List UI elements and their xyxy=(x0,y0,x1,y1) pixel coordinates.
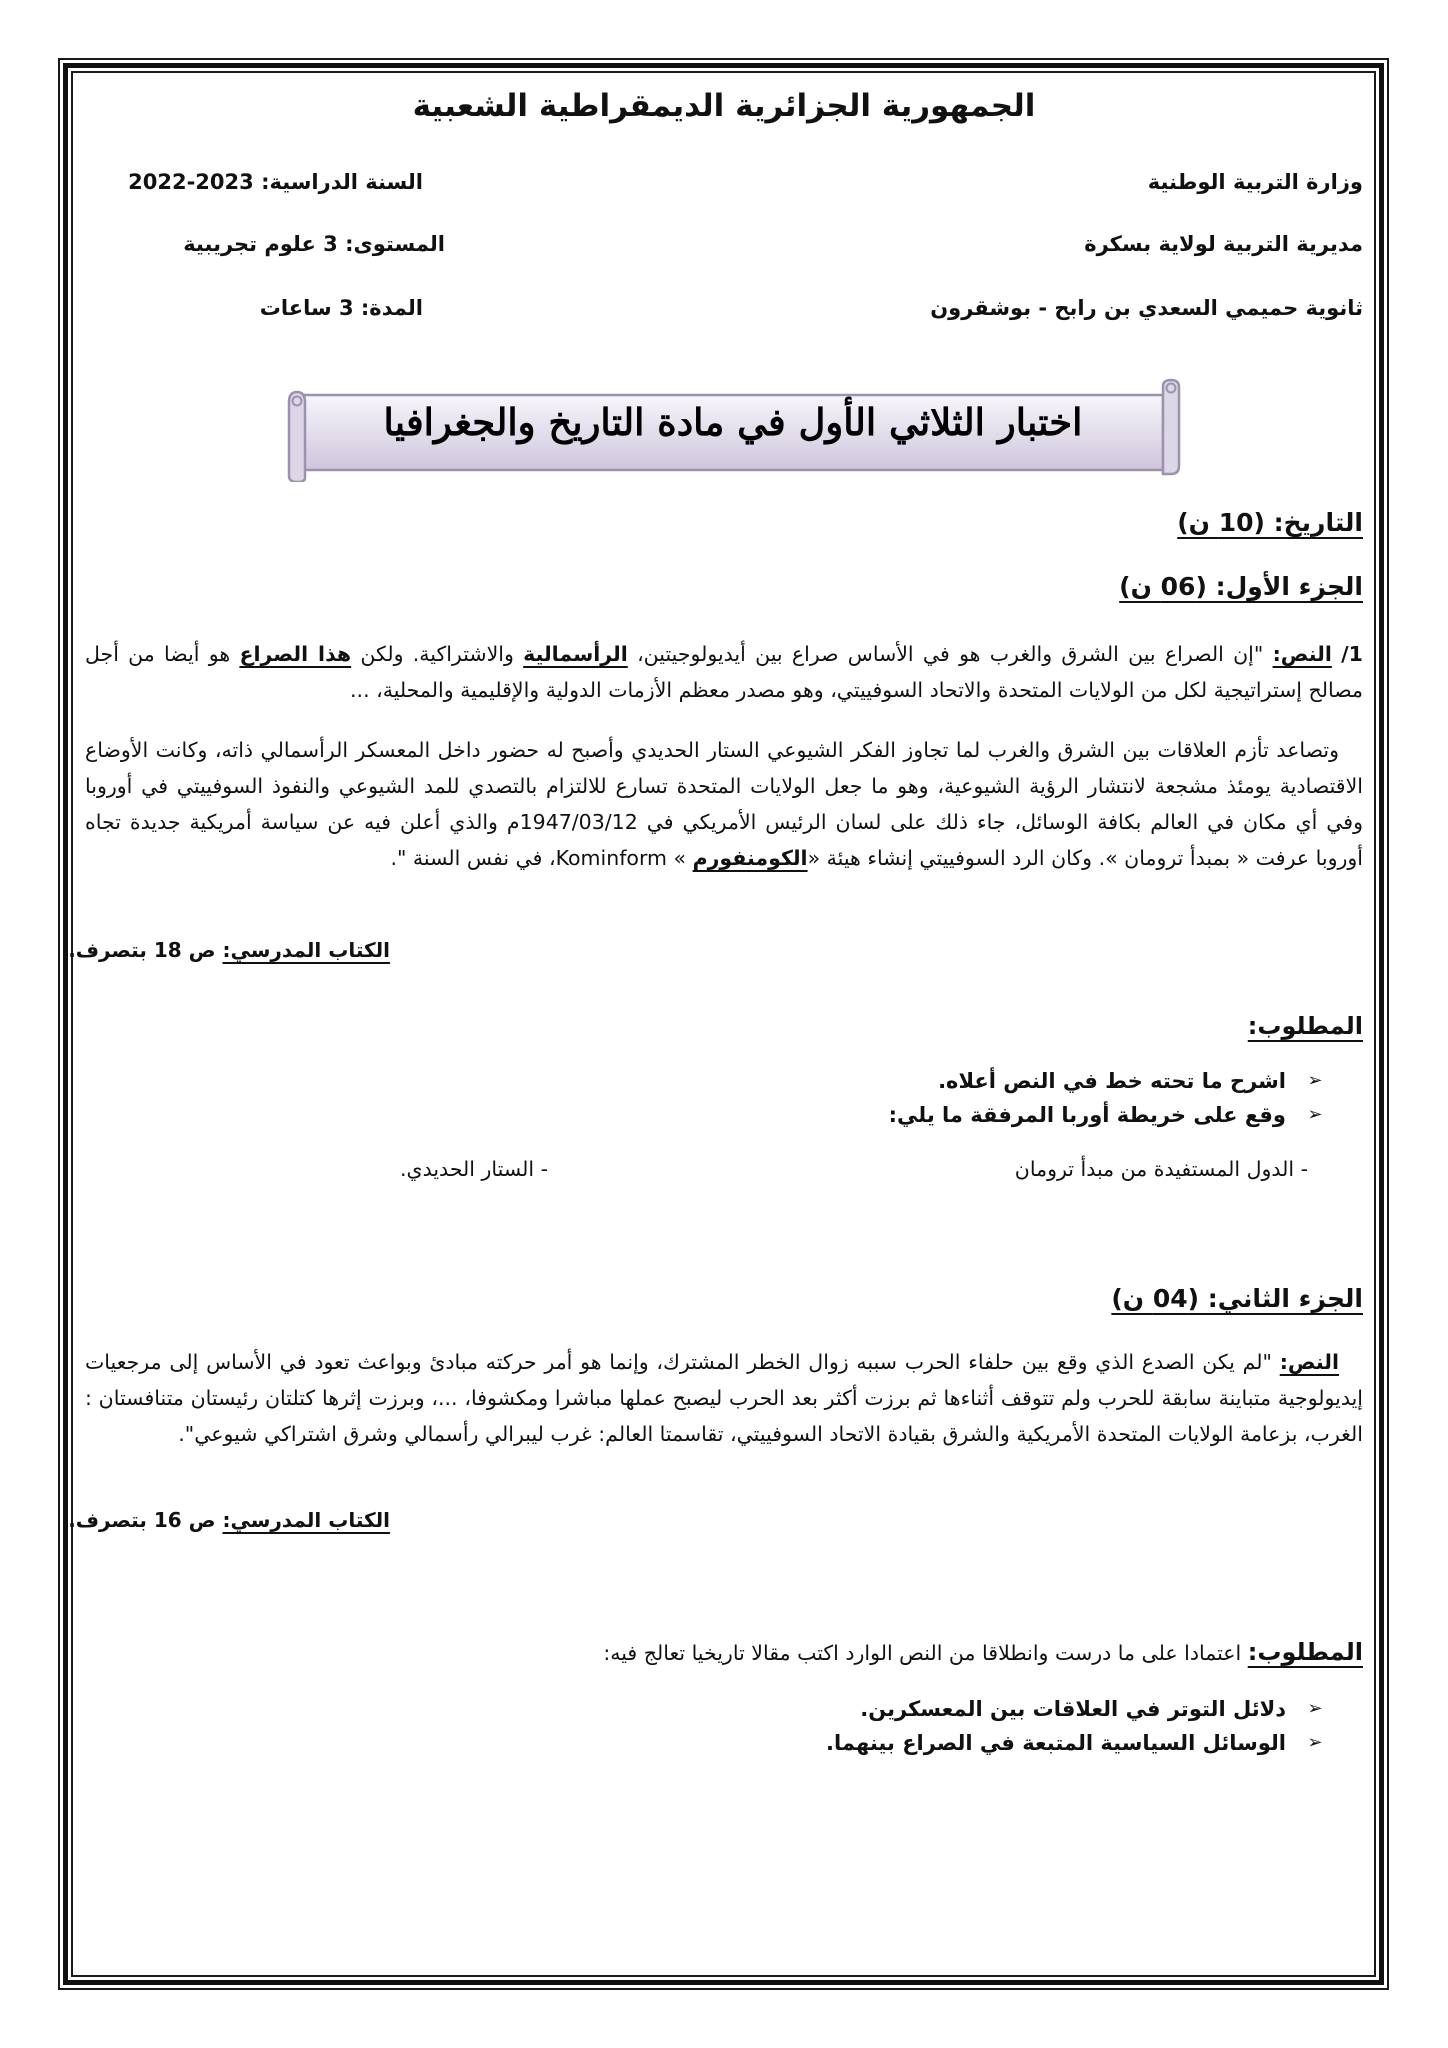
part1-text-segment: وتصاعد تأزم العلاقات بين الشرق والغرب لما تجاوز الفكر الشيوعي الستار الحديدي وأصبح له حضور داخل المعسكر الرأسمالي ذاته، وكانت الأوضاع الاقتصادية يومئذ مشجعة لانتشار الرؤية الشيوعية، وهو ما جعل الولايات المتحدة تسارع للالتزام بالتصدي للمد الشيوعي والنفوذ السوفييتي في أوروبا وفي أي مكان في العالم بكافة الوسائل، جاء ذلك على لسان الرئيس الأمريكي في 1947/03/12م والذي أعلن فيه عن سياسة أمريكية جديدة تجاه أوروبا عرفت « بمبدأ ترومان ». وكان الرد السوفييتي إنشاء هيئة « xyxy=(85,738,1364,870)
underlined-term-cominform: الكومنفورم xyxy=(692,846,808,870)
part1-text-paragraph-1 xyxy=(85,636,1363,708)
arrow-bullet-icon: ➢ xyxy=(1307,1104,1323,1125)
duration-value: 3 ساعات xyxy=(259,296,354,320)
underlined-term-this-conflict: هذا الصراع xyxy=(239,642,352,666)
task-item xyxy=(889,1064,1328,1098)
source-ref: ص 18 بتصرف. xyxy=(68,938,216,962)
level xyxy=(183,232,445,256)
ministry-label: وزارة التربية الوطنية xyxy=(1147,170,1363,194)
part2-required-text: اعتمادا على ما درست وانطلاقا من النص الوارد اكتب مقالا تاريخيا تعالج فيه: xyxy=(603,1641,1242,1665)
part2-heading: الجزء الثاني: (04 ن) xyxy=(1111,1284,1363,1313)
part1-text-segment: "إن الصراع بين الشرق والغرب هو في الأساس صراع بين أيديولوجيتين، xyxy=(637,642,1264,666)
arrow-bullet-icon: ➢ xyxy=(1307,1070,1323,1091)
arrow-bullet-icon: ➢ xyxy=(1307,1698,1323,1719)
school-label: ثانوية حميمي السعدي بن رابح - بوشقرون xyxy=(930,296,1363,320)
part1-text-number: 1/ xyxy=(1341,642,1363,666)
level-label: المستوى: xyxy=(345,232,445,256)
map-item-truman-countries: - الدول المستفيدة من مبدأ ترومان xyxy=(1014,1157,1308,1181)
part1-text-label: النص: xyxy=(1272,642,1332,666)
school-year-value: 2022-2023 xyxy=(128,170,254,194)
part2-source xyxy=(68,1508,390,1532)
task-text: اشرح ما تحته خط في النص أعلاه. xyxy=(938,1069,1286,1093)
part1-text-segment: والاشتراكية. ولكن xyxy=(360,642,514,666)
school-year xyxy=(128,170,423,194)
task-text: وقع على خريطة أوربا المرفقة ما يلي: xyxy=(888,1103,1286,1127)
level-value: 3 علوم تجريبية xyxy=(183,232,338,256)
source-label: الكتاب المدرسي: xyxy=(222,1508,390,1532)
underlined-term-capitalism: الرأسمالية xyxy=(523,642,628,666)
part1-heading: الجزء الأول: (06 ن) xyxy=(1119,572,1363,601)
part2-text-label: النص: xyxy=(1279,1350,1339,1374)
task-item xyxy=(889,1098,1328,1132)
part1-text-segment: هو أيضا من أجل مصالح إستراتيجية لكل من الولايات المتحدة والاتحاد السوفييتي، وهو مصدر معظم الأزمات الدولية والإقليمية والمحلية، ... xyxy=(85,642,1363,702)
task-item xyxy=(826,1726,1328,1760)
map-item-iron-curtain: - الستار الحديدي. xyxy=(400,1157,548,1181)
directorate-label: مديرية التربية لولاية بسكرة xyxy=(1084,232,1363,256)
task-item xyxy=(826,1692,1328,1726)
source-label: الكتاب المدرسي: xyxy=(222,938,390,962)
part2-text-body: "لم يكن الصدع الذي وقع بين حلفاء الحرب سببه زوال الخطر المشترك، وإنما هو أمر حركته مبادئ وبواعث تعود في الأساس إلى مرجعيات إيديولوجية متباينة سابقة للحرب ولم تتوقف أثناءها ثم برزت أكثر بعد الحرب ليصبح عملها مباشرا ومكشوفا، ...، وبرزت إثرها كتلتان رئيستان متنافستان : الغرب، بزعامة الولايات المتحدة الأمريكية والشرق بقيادة الاتحاد السوفييتي، تقاسمتا العالم: غرب ليبرالي رأسمالي وشرق اشتراكي شيوعي". xyxy=(85,1350,1363,1446)
part1-text-segment: » Kominform، في نفس السنة ". xyxy=(390,846,687,870)
task-text: دلائل التوتر في العلاقات بين المعسكرين. xyxy=(860,1697,1286,1721)
part2-required xyxy=(603,1638,1363,1666)
part2-required-label: المطلوب: xyxy=(1247,1638,1363,1666)
part1-source xyxy=(68,938,390,962)
exam-title: اختبار الثلاثي الأول في مادة التاريخ والجغرافيا xyxy=(383,400,1083,444)
exam-title-banner xyxy=(283,378,1183,482)
part1-task-list xyxy=(889,1064,1328,1132)
republic-title: الجمهورية الجزائرية الديمقراطية الشعبية xyxy=(412,88,1036,124)
school-year-label: السنة الدراسية: xyxy=(261,170,423,194)
task-text: الوسائل السياسية المتبعة في الصراع بينهما. xyxy=(826,1731,1286,1755)
part2-task-list xyxy=(826,1692,1328,1760)
part1-text-paragraph-2 xyxy=(85,732,1363,876)
duration xyxy=(260,296,423,320)
duration-label: المدة: xyxy=(360,296,423,320)
source-ref: ص 16 بتصرف. xyxy=(68,1508,216,1532)
history-heading: التاريخ: (10 ن) xyxy=(1177,508,1363,537)
part2-text xyxy=(85,1344,1363,1452)
arrow-bullet-icon: ➢ xyxy=(1307,1732,1323,1753)
part1-required-heading: المطلوب: xyxy=(1247,1012,1363,1040)
